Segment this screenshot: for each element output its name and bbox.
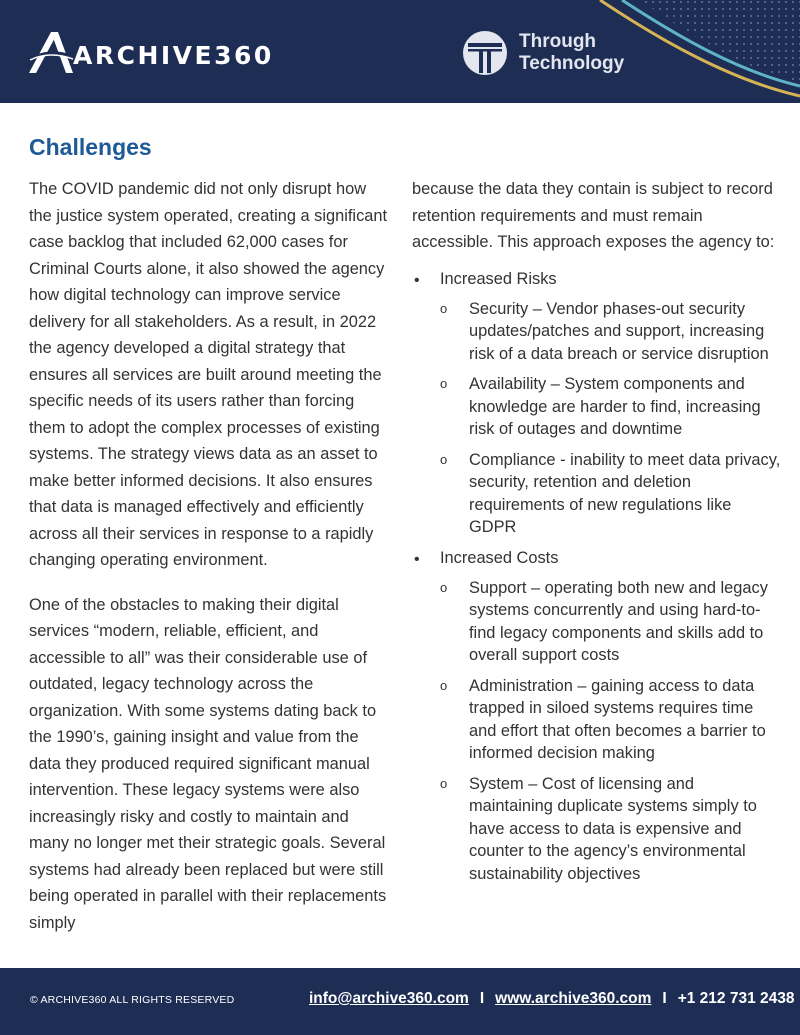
bullet-increased-risks [412, 268, 782, 539]
sub-bullet-system [440, 773, 782, 886]
sub-bullet-icon: o [440, 579, 448, 595]
sub-bullet-compliance [440, 449, 782, 539]
email-link[interactable]: info@archive360.com [309, 990, 469, 1007]
archive360-logo [27, 30, 274, 74]
bullet-label: Increased Risks [440, 269, 557, 288]
sub-bullet-icon: o [440, 300, 448, 316]
bullet-icon: • [414, 271, 420, 289]
separator: I [662, 990, 667, 1007]
sub-bullet-support [440, 577, 782, 667]
phone-number: +1 212 731 2438 [677, 990, 795, 1007]
page-footer [0, 968, 800, 1035]
archive360-wordmark: ARCHIVE360 [73, 40, 274, 70]
sub-bullet-text: Support – operating both new and legacy systems concurrently and using hard-to-find legacy components and skills add to overall support costs [469, 578, 768, 664]
footer-contact [309, 990, 795, 1008]
sub-bullet-icon: o [440, 775, 448, 791]
right-column [412, 176, 782, 893]
bullet-increased-costs [412, 547, 782, 886]
sub-bullet-list [440, 298, 782, 539]
sub-bullet-icon: o [440, 677, 448, 693]
through-technology-wordmark [519, 31, 624, 75]
sub-bullet-administration [440, 675, 782, 765]
archive360-a-icon [27, 30, 77, 74]
page-header [0, 0, 800, 103]
bullet-icon: • [414, 550, 420, 568]
sub-bullet-security [440, 298, 782, 366]
website-link[interactable]: www.archive360.com [495, 990, 652, 1007]
paragraph-covid: The COVID pandemic did not only disrupt how the justice system operated, creating a significant case backlog that included 62,000 cases for Criminal Courts alone, it also showed the agency how digital technology can improve service delivery for all stakeholders. As a result, in 2022 the agency developed a digital strategy that ensures all services are built around meeting the specific needs of its users rather than forcing them to adopt the complex processes of existing systems. The strategy views data as an asset to make better informed decisions. It also ensures that data is managed effectively and efficiently across all their services in response to a rapidly changing operating environment. [29, 180, 388, 569]
copyright-text: © ARCHIVE360 ALL RIGHTS RESERVED [30, 994, 235, 1006]
sub-bullet-text: Compliance - inability to meet data privacy, security, retention and deletion requirements of new regulations like GDPR [469, 450, 781, 536]
sub-bullet-icon: o [440, 451, 448, 467]
bullet-label: Increased Costs [440, 548, 559, 567]
sub-bullet-text: System – Cost of licensing and maintaining duplicate systems simply to have access to data is expensive and counter to the agency’s environmental sustainability objectives [469, 774, 757, 883]
left-column [29, 176, 389, 954]
through-technology-logo [462, 30, 624, 76]
sub-bullet-availability [440, 373, 782, 441]
sub-bullet-list [440, 577, 782, 886]
sub-bullet-text: Availability – System components and knowledge are harder to find, increasing risk of outages and downtime [469, 375, 761, 438]
brand-line-2: Technology [519, 53, 625, 74]
section-title: Challenges [29, 134, 152, 160]
separator: I [479, 990, 485, 1007]
through-technology-emblem-icon [462, 30, 508, 76]
sub-bullet-icon: o [440, 376, 448, 391]
sub-bullet-text: Security – Vendor phases-out security updates/patches and support, increasing risk of a data breach or service disruption [469, 299, 769, 363]
paragraph-obstacles: One of the obstacles to making their digital services “modern, reliable, efficient, and accessible to all” was their considerable use of outdated, legacy technology across the organization. With some systems dating back to the 1990’s, gaining insight and value from the data they produced required significant manual intervention. These legacy systems were also increasingly risky and costly to maintain and many no longer met their strategic goals. Several systems had already been replaced but were still being operated in parallel with their replacements simply [29, 595, 387, 932]
brand-line-1: Through [519, 31, 597, 52]
bullet-list [412, 268, 782, 886]
sub-bullet-text: Administration – gaining access to data trapped in siloed systems requires time and effort that often becomes a barrier to informed decision making [469, 676, 766, 762]
paragraph-continuation: because the data they contain is subject to record retention requirements and must remain accessible. This approach exposes the agency to: [412, 180, 775, 251]
